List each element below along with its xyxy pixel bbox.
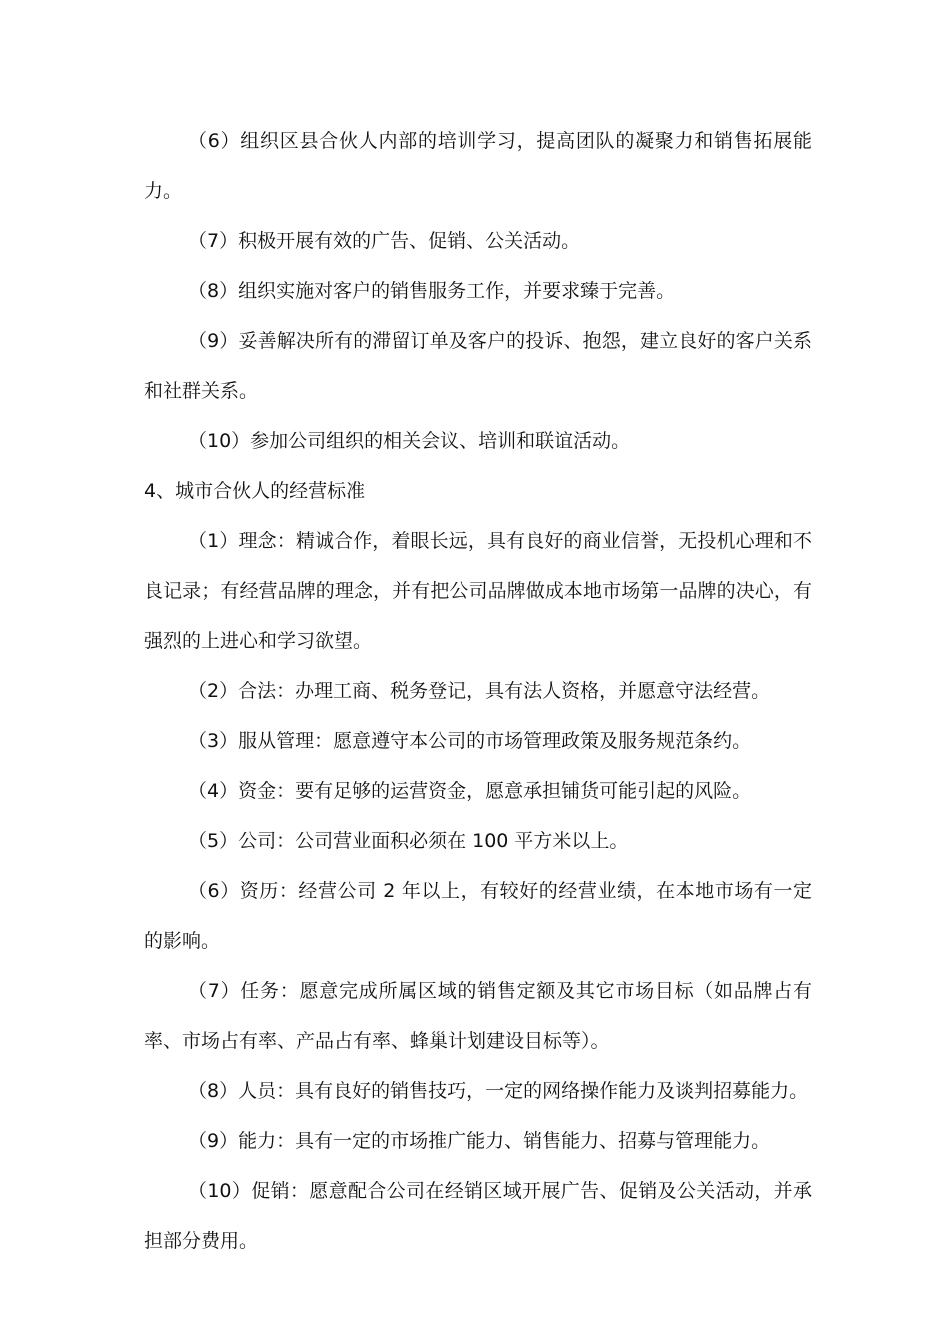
section-heading: 4、城市合伙人的经营标准 xyxy=(144,480,366,502)
paragraph: （7）积极开展有效的广告、促销、公关活动。 xyxy=(188,230,581,252)
paragraph: （9）能力：具有一定的市场推广能力、销售能力、招募与管理能力。 xyxy=(188,1130,771,1152)
paragraph: （4）资金：要有足够的运营资金，愿意承担铺货可能引起的风险。 xyxy=(188,780,752,802)
paragraph: （1）理念：精诚合作，着眼长远，具有良好的商业信誉，无投机心理和不良记录；有经营品牌的理念，并有把公司品牌做成本地市场第一品牌的决心，有强烈的上进心和学习欲望。 xyxy=(144,530,812,652)
paragraph: （3）服从管理：愿意遵守本公司的市场管理政策及服务规范条约。 xyxy=(188,730,752,752)
paragraph: （7）任务：愿意完成所属区域的销售定额及其它市场目标（如品牌占有率、市场占有率、产品占有率、蜂巢计划建设目标等）。 xyxy=(144,980,812,1052)
paragraph: （6）组织区县合伙人内部的培训学习，提高团队的凝聚力和销售拓展能力。 xyxy=(144,130,812,202)
paragraph: （8）组织实施对客户的销售服务工作，并要求臻于完善。 xyxy=(188,280,676,302)
paragraph: （10）促销：愿意配合公司在经销区域开展广告、促销及公关活动，并承担部分费用。 xyxy=(144,1180,812,1252)
paragraph: （10）参加公司组织的相关会议、培训和联谊活动。 xyxy=(188,430,631,452)
paragraph: （5）公司：公司营业面积必须在 100 平方米以上。 xyxy=(188,830,629,852)
paragraph: （8）人员：具有良好的销售技巧，一定的网络操作能力及谈判招募能力。 xyxy=(188,1080,809,1102)
paragraph: （6）资历：经营公司 2 年以上，有较好的经营业绩，在本地市场有一定的影响。 xyxy=(144,880,812,952)
document-body xyxy=(144,116,812,1266)
paragraph: （2）合法：办理工商、税务登记，具有法人资格，并愿意守法经营。 xyxy=(188,680,771,702)
paragraph: （9）妥善解决所有的滞留订单及客户的投诉、抱怨，建立良好的客户关系和社群关系。 xyxy=(144,330,812,402)
